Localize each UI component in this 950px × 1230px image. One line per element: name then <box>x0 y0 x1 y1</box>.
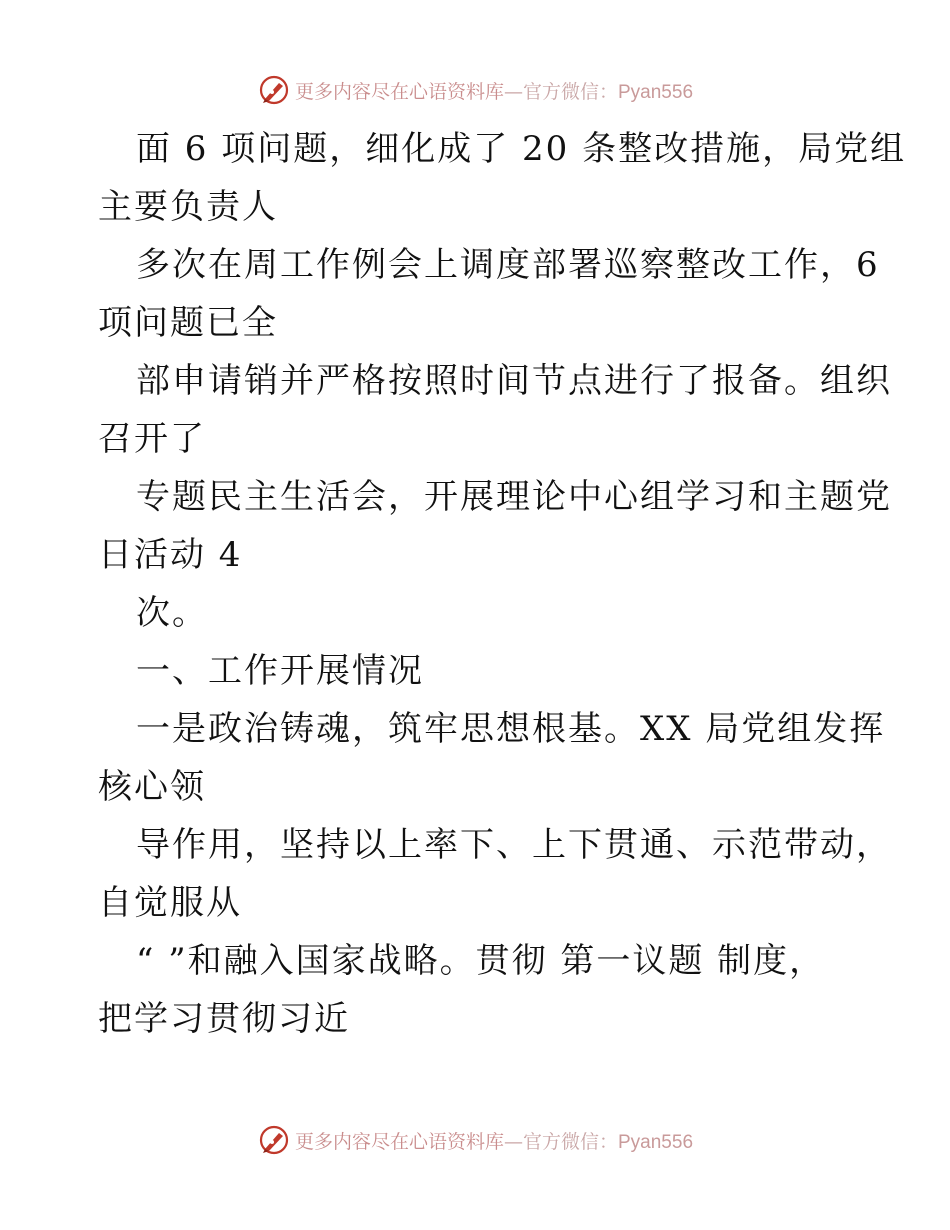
body-line-7: 专题民主生活会，开展理论中心组学习和主题党 <box>136 477 892 517</box>
body-line-4: 项问题已全 <box>98 303 278 343</box>
body-line-5: 部申请销并严格按照时间节点进行了报备。组织 <box>136 361 892 401</box>
header-separator: — <box>503 80 523 103</box>
footer-banner-content <box>257 1123 693 1157</box>
body-line-3: 多次在周工作例会上调度部署巡察整改工作，6 <box>136 245 880 285</box>
footer-brand-text: 更多内容尽在心语资料库 <box>294 1130 504 1153</box>
body-line-11: 一是政治铸魂，筑牢思想根基。XX 局党组发挥 <box>136 709 886 749</box>
body-line-16: 把学习贯彻习近 <box>98 999 350 1039</box>
body-line-12: 核心领 <box>98 767 206 807</box>
document-body <box>98 120 907 1048</box>
body-line-1: 面 6 项问题，细化成了 20 条整改措施，局党组 <box>136 129 907 169</box>
header-banner-text <box>295 77 693 104</box>
header-banner <box>0 70 950 110</box>
footer-banner <box>0 1120 950 1160</box>
footer-banner-text <box>295 1127 693 1154</box>
body-line-15: “ ”和融入国家战略。贯彻 第一议题 制度， <box>136 941 826 981</box>
body-line-13: 导作用，坚持以上率下、上下贯通、示范带动， <box>136 825 892 865</box>
section-heading: 一、工作开展情况 <box>136 651 424 691</box>
header-wechat-label: 官方微信： <box>522 80 618 103</box>
body-line-2: 主要负责人 <box>98 187 278 227</box>
body-line-9: 次。 <box>136 593 208 633</box>
pen-circle-logo-icon <box>257 1123 291 1157</box>
header-banner-content <box>257 73 693 107</box>
footer-separator: — <box>503 1130 523 1153</box>
body-line-6: 召开了 <box>98 419 206 459</box>
header-brand-text: 更多内容尽在心语资料库 <box>294 80 504 103</box>
body-line-8: 日活动 4 <box>98 535 243 575</box>
pen-circle-logo-icon <box>257 73 291 107</box>
header-wechat-id: Pyan556 <box>618 81 694 103</box>
body-line-14: 自觉服从 <box>98 883 242 923</box>
footer-wechat-id: Pyan556 <box>618 1131 694 1153</box>
footer-wechat-label: 官方微信： <box>522 1130 618 1153</box>
